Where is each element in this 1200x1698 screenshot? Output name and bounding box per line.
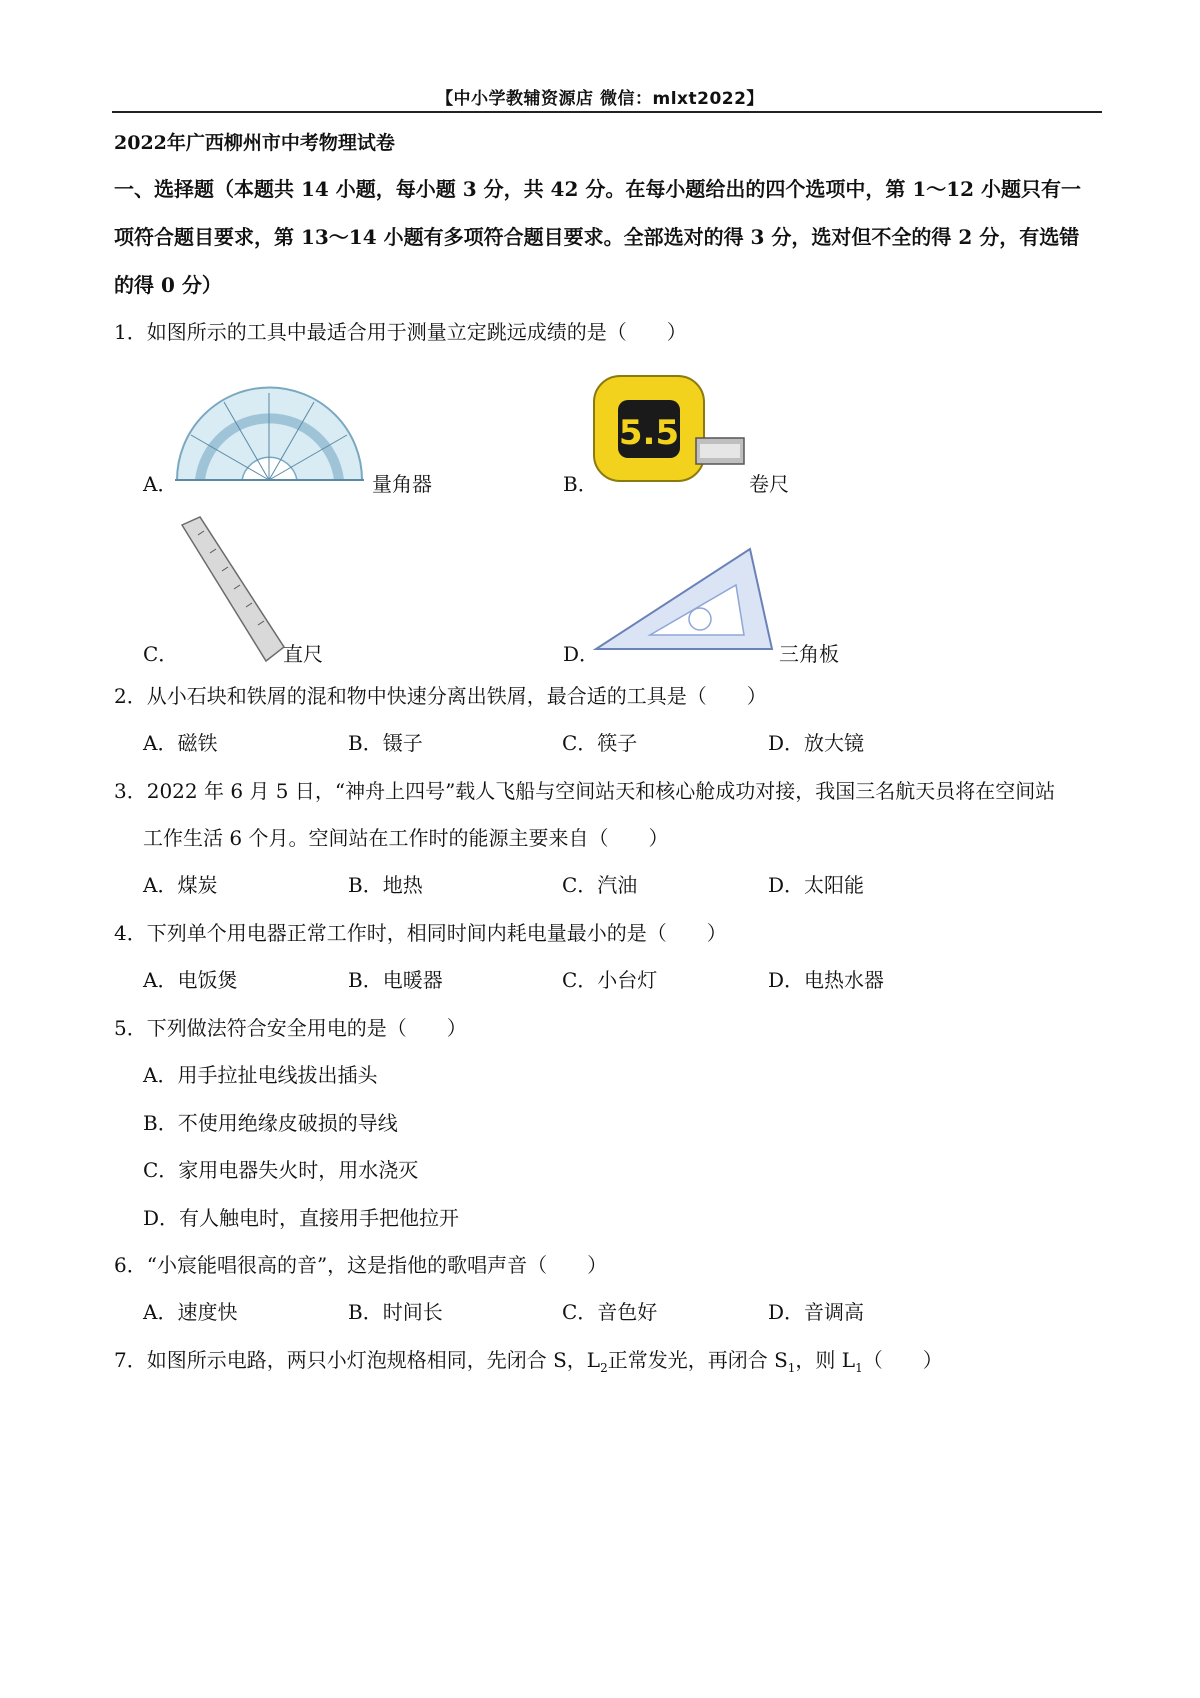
exam-title: 2022年广西柳州市中考物理试卷 xyxy=(114,132,395,154)
section-heading-line-1: 一、选择题（本题共 14 小题，每小题 3 分，共 42 分。在每小题给出的四个选项中，第 1～12 小题只有一 xyxy=(114,177,1082,201)
set-square-image xyxy=(592,545,777,659)
q3-option-a: A．煤炭 xyxy=(143,873,218,897)
tape-measure-image xyxy=(592,368,747,492)
q7-stem-part-4: （ ） xyxy=(862,1348,943,1372)
section-heading-line-3: 的得 0 分） xyxy=(114,273,222,297)
q7-subscript-1a: 1 xyxy=(787,1361,796,1375)
q2-option-b: B．镊子 xyxy=(348,731,423,755)
q4-option-b: B．电暖器 xyxy=(348,968,443,992)
q4-option-d: D．电热水器 xyxy=(768,968,885,992)
q3-option-c: C．汽油 xyxy=(562,873,638,897)
question-6-stem: 6．“小宸能唱很高的音”，这是指他的歌唱声音（ ） xyxy=(114,1253,608,1277)
q1-option-d-caption: 三角板 xyxy=(779,642,839,666)
q7-stem-part-3: ，则 L xyxy=(795,1348,856,1372)
question-1-stem: 1．如图所示的工具中最适合用于测量立定跳远成绩的是（ ） xyxy=(114,320,687,344)
question-2-stem: 2．从小石块和铁屑的混和物中快速分离出铁屑，最合适的工具是（ ） xyxy=(114,684,767,708)
q2-option-d: D．放大镜 xyxy=(768,731,865,755)
q7-subscript-2: 2 xyxy=(600,1361,608,1375)
question-4-stem: 4．下列单个用电器正常工作时，相同时间内耗电量最小的是（ ） xyxy=(114,921,727,945)
q4-option-a: A．电饭煲 xyxy=(143,968,238,992)
q1-option-c-letter: C． xyxy=(143,642,179,666)
q1-option-b-caption: 卷尺 xyxy=(749,472,789,496)
q6-option-c: C．音色好 xyxy=(562,1300,658,1324)
q6-option-a: A．速度快 xyxy=(143,1300,238,1324)
question-3-stem-line-2: 工作生活 6 个月。空间站在工作时的能源主要来自（ ） xyxy=(143,826,669,850)
q2-option-c: C．筷子 xyxy=(562,731,638,755)
q5-option-b: B．不使用绝缘皮破损的导线 xyxy=(143,1111,398,1135)
q7-subscript-1b: 1 xyxy=(855,1361,863,1375)
q1-option-b-letter: B． xyxy=(563,472,598,496)
page-header: 【中小学教辅资源店 微信：mlxt2022】 xyxy=(436,89,764,109)
question-7-stem xyxy=(114,1344,943,1375)
section-heading-line-2: 项符合题目要求，第 13～14 小题有多项符合题目要求。全部选对的得 3 分，选对但不全的得 2 分，有选错 xyxy=(114,225,1080,249)
q4-option-c: C．小台灯 xyxy=(562,968,658,992)
q1-option-a-caption: 量角器 xyxy=(372,472,432,496)
q3-option-b: B．地热 xyxy=(348,873,423,897)
protractor-image xyxy=(172,385,367,489)
q6-option-d: D．音调高 xyxy=(768,1300,865,1324)
q5-option-d: D．有人触电时，直接用手把他拉开 xyxy=(143,1206,460,1230)
q6-option-b: B．时间长 xyxy=(348,1300,443,1324)
q7-stem-part-2: 正常发光，再闭合 S xyxy=(607,1348,788,1372)
question-5-stem: 5．下列做法符合安全用电的是（ ） xyxy=(114,1016,467,1040)
q5-option-c: C．家用电器失火时，用水浇灭 xyxy=(143,1158,419,1182)
header-divider xyxy=(112,111,1102,113)
q1-option-c-caption: 直尺 xyxy=(283,642,323,666)
question-3-stem-line-1: 3．2022 年 6 月 5 日，“神舟上四号”载人飞船与空间站天和核心舱成功对接，我国三名航天员将在空间站 xyxy=(114,779,1056,803)
ruler-image xyxy=(178,515,288,669)
q1-option-d-letter: D． xyxy=(563,642,600,666)
q3-option-d: D．太阳能 xyxy=(768,873,865,897)
q1-option-a-letter: A． xyxy=(143,472,178,496)
q5-option-a: A．用手拉扯电线拔出插头 xyxy=(143,1063,378,1087)
q7-stem-part-1: 7．如图所示电路，两只小灯泡规格相同，先闭合 S，L xyxy=(114,1348,601,1372)
svg-text:5.5: 5.5 xyxy=(618,413,680,453)
q2-option-a: A．磁铁 xyxy=(143,731,218,755)
